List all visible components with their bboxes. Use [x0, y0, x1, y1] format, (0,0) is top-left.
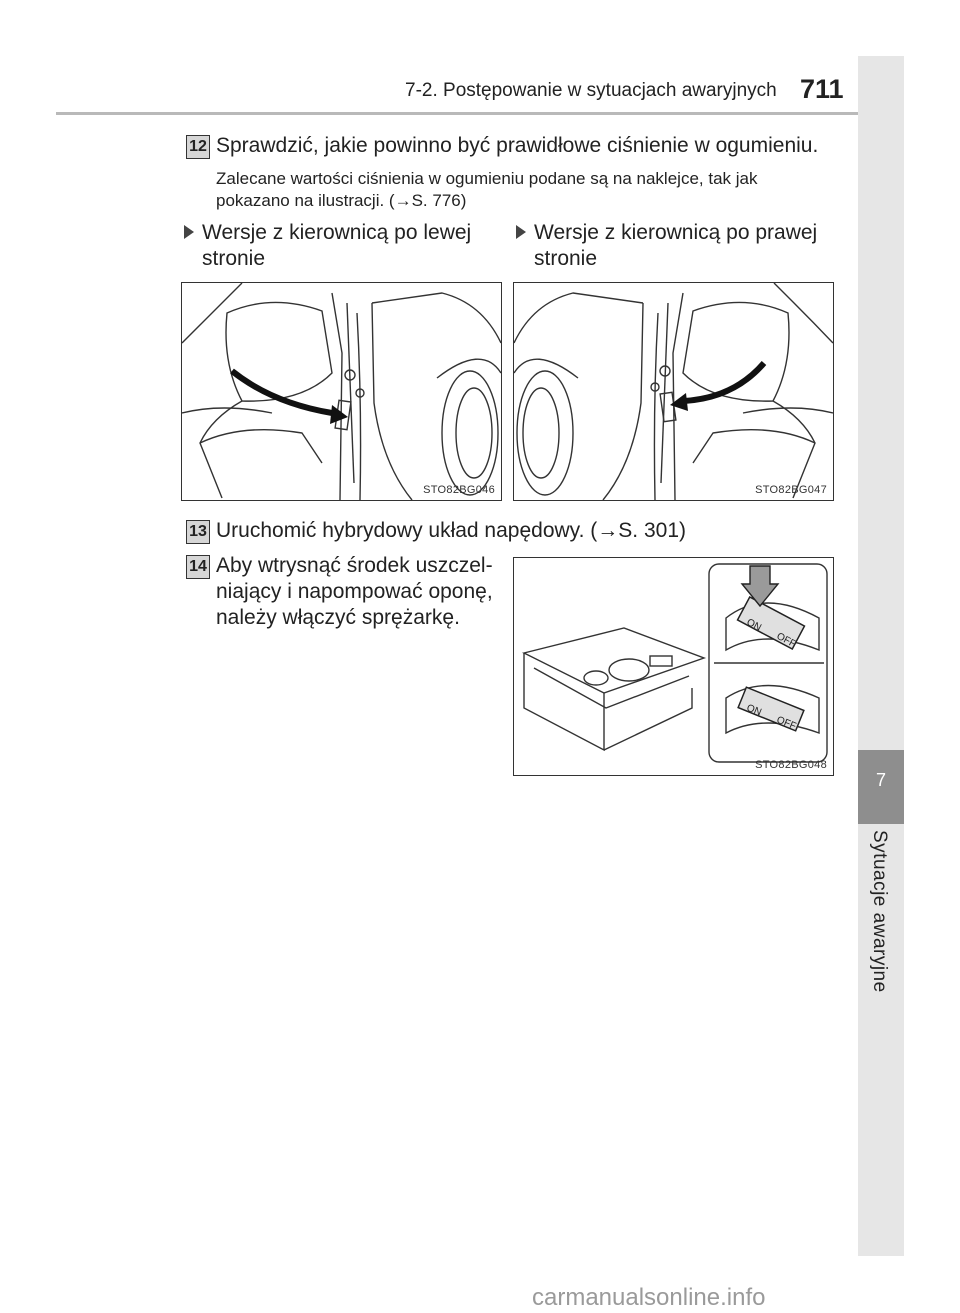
figure-code: STO82BG046	[423, 484, 495, 496]
page-number: 711	[800, 74, 844, 104]
step-text-line: niający i napompować oponę,	[216, 580, 493, 603]
figure-door-pillar-label-rhd	[513, 282, 834, 501]
figure-code: STO82BG048	[755, 759, 827, 771]
switch-on-label: ON	[744, 616, 763, 634]
step-number-badge: 14	[186, 555, 210, 579]
triangle-bullet-icon	[516, 225, 526, 239]
switch-off-label: OFF	[774, 714, 798, 733]
section-title: 7-2. Postępowanie w sytuacjach awaryjnych	[405, 80, 777, 101]
chapter-title	[858, 830, 904, 1000]
variant-heading-line: stronie	[202, 247, 266, 270]
figure-code: STO82BG047	[755, 484, 827, 496]
header-divider	[56, 112, 904, 115]
variant-heading-line: stronie	[534, 247, 598, 270]
door-pillar-illustration	[182, 283, 501, 500]
step-note-line: Zalecane wartości ciśnienia w ogumieniu podane są na naklejce, tak jak	[216, 169, 758, 188]
step-text: Sprawdzić, jakie powinno być prawidłowe ciśnienie w ogumieniu.	[216, 134, 819, 157]
step-note-line: pokazano na ilustracji. (→S. 776)	[216, 191, 467, 210]
triangle-bullet-icon	[184, 225, 194, 239]
door-pillar-illustration	[514, 283, 833, 500]
step-text-line: należy włączyć sprężarkę.	[216, 606, 460, 629]
side-strip	[858, 56, 904, 1256]
compressor-illustration	[514, 558, 833, 775]
watermark: carmanualsonline.info	[532, 1284, 766, 1311]
switch-off-label: OFF	[774, 630, 798, 651]
variant-heading-line: Wersje z kierownicą po lewej	[202, 221, 472, 244]
chapter-title-text: Sytuacje awaryjne	[869, 830, 890, 993]
step-number-badge: 13	[186, 520, 210, 544]
step-text: Uruchomić hybrydowy układ napędowy. (→S. 301)	[216, 519, 686, 542]
step-number-badge: 12	[186, 135, 210, 159]
variant-heading-line: Wersje z kierownicą po prawej	[534, 221, 818, 244]
chapter-number: 7	[875, 770, 886, 790]
figure-door-pillar-label-lhd	[181, 282, 502, 501]
switch-on-label: ON	[744, 702, 763, 719]
step-text-line: Aby wtrysnąć środek uszczel-	[216, 554, 493, 577]
figure-compressor-switch	[513, 557, 834, 776]
